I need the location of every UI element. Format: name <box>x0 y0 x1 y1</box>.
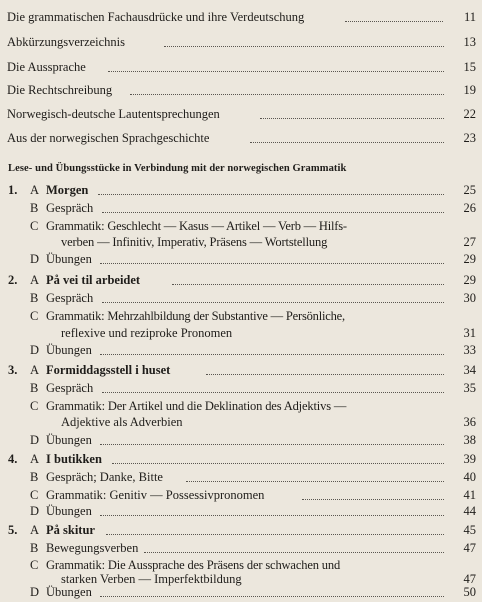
item-title: Übungen <box>46 433 92 447</box>
dot-leader <box>112 463 444 464</box>
item-title: Grammatik: Geschlecht — Kasus — Artikel — Verb — Hilfs- <box>46 219 347 233</box>
dot-leader <box>106 534 444 535</box>
dot-leader <box>345 21 443 22</box>
item-title: Grammatik: Mehrzahlbildung der Substantive — Persönliche, <box>46 309 345 323</box>
toc-entry-page: 23 <box>463 131 476 145</box>
toc-entry-page: 11 <box>463 10 476 24</box>
toc-entry <box>0 128 482 148</box>
item-letter: B <box>30 381 39 395</box>
toc-entry <box>0 80 482 100</box>
item-page: 29 <box>463 273 476 287</box>
dot-leader <box>144 552 444 553</box>
item-letter: B <box>30 291 39 305</box>
lesson-item <box>0 340 482 360</box>
lesson-item <box>0 288 482 308</box>
item-title: Gespräch <box>46 201 94 215</box>
lesson-item <box>0 249 482 269</box>
item-letter: A <box>30 183 40 197</box>
dot-leader <box>260 118 444 119</box>
item-title: På vei til arbeidet <box>46 273 141 287</box>
item-page: 33 <box>463 343 476 357</box>
toc-entry-page: 19 <box>463 83 476 97</box>
dot-leader <box>98 194 444 195</box>
item-letter: A <box>30 523 40 537</box>
item-title: Übungen <box>46 504 92 518</box>
item-letter: D <box>30 252 40 266</box>
lesson-item <box>0 501 482 521</box>
item-page: 25 <box>463 183 476 197</box>
dot-leader <box>100 444 444 445</box>
section-title: Lese- und Übungsstücke in Verbindung mit der norwegischen Grammatik <box>8 163 347 174</box>
item-page: 34 <box>463 363 476 377</box>
dot-leader <box>172 284 444 285</box>
dot-leader <box>102 212 444 213</box>
toc-entry-title: Die Rechtschreibung <box>7 83 113 97</box>
dot-leader <box>102 392 444 393</box>
lesson-item <box>0 430 482 450</box>
item-letter: D <box>30 585 40 599</box>
item-page: 35 <box>463 381 476 395</box>
item-title: Übungen <box>46 585 92 599</box>
dot-leader <box>102 302 444 303</box>
dot-leader <box>250 142 444 143</box>
item-title: På skitur <box>46 523 95 537</box>
item-title-continued: verben — Infinitiv, Imperativ, Präsens — Wortstellung <box>61 235 328 249</box>
item-page: 47 <box>463 541 476 555</box>
item-title-continued: starken Verben — Imperfektbildung <box>61 572 242 586</box>
item-title-continued: Adjektive als Adverbien <box>61 415 183 429</box>
toc-entry-page: 13 <box>463 35 476 49</box>
item-letter: C <box>30 558 39 572</box>
item-title: Morgen <box>46 183 89 197</box>
lesson-number: 2. <box>8 273 18 287</box>
item-letter: A <box>30 452 40 466</box>
item-title: Gespräch; Danke, Bitte <box>46 470 163 484</box>
item-letter: C <box>30 309 39 323</box>
dot-leader <box>100 515 444 516</box>
item-letter: A <box>30 273 40 287</box>
item-letter: B <box>30 201 39 215</box>
toc-entry <box>0 104 482 124</box>
toc-entry-title: Abkürzungsverzeichnis <box>7 35 126 49</box>
toc-entry-title: Aus der norwegischen Sprachgeschichte <box>7 131 210 145</box>
item-page: 31 <box>463 326 476 340</box>
dot-leader <box>100 354 444 355</box>
item-page: 40 <box>463 470 476 484</box>
lesson-item <box>0 270 482 290</box>
item-page: 36 <box>463 415 476 429</box>
item-title: Bewegungsverben <box>46 541 139 555</box>
item-page: 38 <box>463 433 476 447</box>
item-title: I butikken <box>46 452 102 466</box>
toc-entry-page: 22 <box>463 107 476 121</box>
lesson-item <box>0 378 482 398</box>
toc-entry-title: Norwegisch-deutsche Lautentsprechungen <box>7 107 220 121</box>
lesson-number: 3. <box>8 363 18 377</box>
item-letter: D <box>30 343 40 357</box>
toc-entry-title: Die Aussprache <box>7 60 86 74</box>
lesson-item <box>0 360 482 380</box>
dot-leader <box>108 71 444 72</box>
item-letter: D <box>30 433 40 447</box>
lesson-number: 4. <box>8 452 18 466</box>
item-title: Grammatik: Der Artikel und die Deklination des Adjektivs — <box>46 399 347 413</box>
dot-leader <box>100 596 444 597</box>
item-title: Gespräch <box>46 291 94 305</box>
lesson-item <box>0 582 482 602</box>
item-page: 45 <box>463 523 476 537</box>
lesson-item <box>0 467 482 487</box>
lesson-number: 1. <box>8 183 18 197</box>
item-title-continued: reflexive und reziproke Pronomen <box>61 326 233 340</box>
item-page: 30 <box>463 291 476 305</box>
lesson-number: 5. <box>8 523 18 537</box>
item-page: 41 <box>463 488 476 502</box>
item-title: Formiddagsstell i huset <box>46 363 171 377</box>
toc-entry-page: 15 <box>463 60 476 74</box>
dot-leader <box>130 94 444 95</box>
item-letter: A <box>30 363 40 377</box>
item-title: Grammatik: Genitiv — Possessivpronomen <box>46 488 265 502</box>
toc-entry <box>0 32 482 52</box>
dot-leader <box>302 499 444 500</box>
item-letter: C <box>30 488 39 502</box>
item-title: Übungen <box>46 343 92 357</box>
dot-leader <box>164 46 444 47</box>
dot-leader <box>100 263 444 264</box>
dot-leader <box>186 481 444 482</box>
lesson-item-continued <box>0 412 482 432</box>
toc-entry <box>0 57 482 77</box>
dot-leader <box>206 374 444 375</box>
item-page: 29 <box>463 252 476 266</box>
item-letter: B <box>30 470 39 484</box>
item-page: 26 <box>463 201 476 215</box>
item-page: 50 <box>463 585 476 599</box>
lesson-item <box>0 198 482 218</box>
item-title: Grammatik: Die Aussprache des Präsens der schwachen und <box>46 558 341 572</box>
item-page: 47 <box>463 572 476 586</box>
lesson-item <box>0 520 482 540</box>
toc-entry <box>0 7 482 27</box>
lesson-item <box>0 449 482 469</box>
item-title: Gespräch <box>46 381 94 395</box>
item-page: 44 <box>463 504 476 518</box>
item-letter: C <box>30 219 39 233</box>
item-letter: C <box>30 399 39 413</box>
item-letter: D <box>30 504 40 518</box>
lesson-item <box>0 180 482 200</box>
toc-entry-title: Die grammatischen Fachausdrücke und ihre Verdeutschung <box>7 10 305 24</box>
item-title: Übungen <box>46 252 92 266</box>
item-page: 27 <box>463 235 476 249</box>
item-page: 39 <box>463 452 476 466</box>
item-letter: B <box>30 541 39 555</box>
